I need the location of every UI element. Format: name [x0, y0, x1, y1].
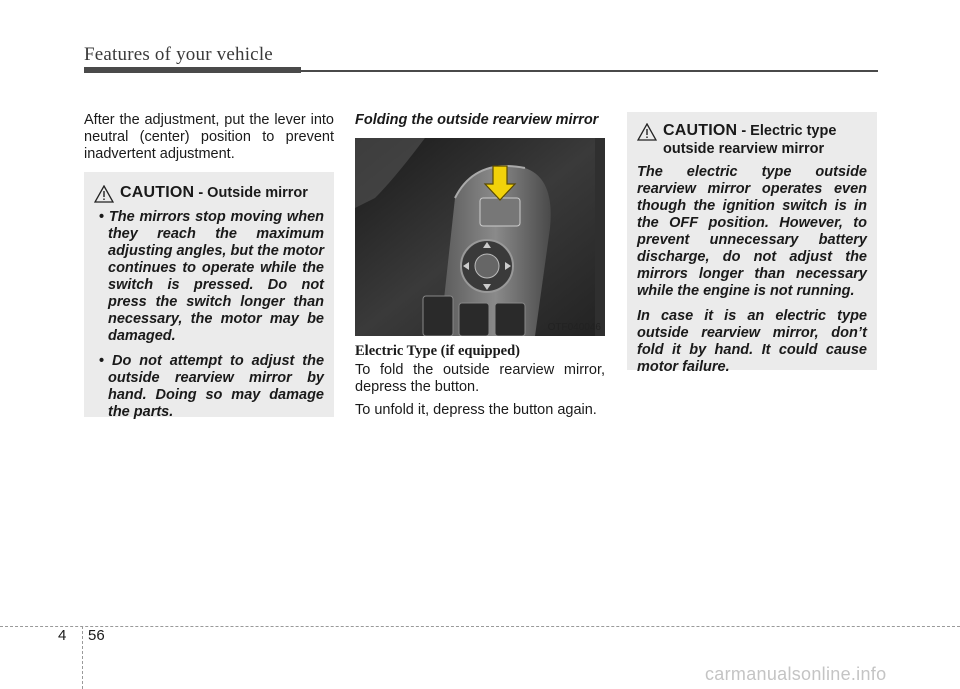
chapter-number: 4 [58, 627, 67, 644]
caution-subtitle: - Outside mirror [194, 185, 308, 201]
caution-item: • The mirrors stop moving when they reach the maximum adjusting angles, but the motor continues to operate while the switch is pressed. Do not press the switch longer than necessary, the motor may be damaged. [94, 209, 324, 345]
warning-triangle-icon [637, 123, 657, 141]
fold-paragraph: To fold the outside rearview mirror, depress the button. [355, 362, 605, 395]
caution-box-outside-mirror [84, 172, 334, 420]
caution-subtitle-line2: outside rearview mirror [663, 141, 825, 157]
caution-word: CAUTION [120, 184, 195, 201]
caution-list [94, 209, 324, 421]
warning-triangle-icon [94, 185, 114, 203]
column-left [84, 112, 334, 169]
footer-rule [0, 626, 960, 627]
caution-item: • Do not attempt to adjust the outside rearview mirror by hand. Doing so may damage the parts. [94, 353, 324, 421]
header-rule-thick [84, 67, 301, 73]
caution-header [94, 184, 324, 203]
unfold-paragraph: To unfold it, depress the button again. [355, 402, 597, 418]
door-panel-illustration [355, 138, 605, 336]
caution-box-electric-mirror [627, 112, 877, 375]
intro-paragraph: After the adjustment, put the lever into neutral (center) position to prevent inadvertent adjustment. [84, 112, 334, 162]
footer-divider [82, 626, 83, 689]
column-middle [355, 112, 605, 139]
caution-paragraph: The electric type outside rearview mirror operates even though the ignition switch is in the OFF position. However, to prevent unnecessary battery discharge, do not adjust the mirrors longer than necessary while the engine is not running. [637, 164, 867, 299]
subheading-electric-type: Electric Type (if equipped) [355, 343, 520, 359]
header-rule-thin [301, 70, 878, 72]
caution-subtitle: - Electric type [737, 123, 837, 139]
page-number: 56 [88, 627, 105, 644]
fold-instructions [355, 362, 605, 425]
header-title: Features of your vehicle [84, 44, 273, 65]
caution-word: CAUTION [663, 122, 738, 139]
photo-caption-code: OTF040046 [547, 322, 601, 333]
caution-paragraph: In case it is an electric type outside rearview mirror, don’t fold it by hand. It could cause motor failure. [637, 308, 867, 375]
mirror-switch-photo [355, 138, 605, 336]
watermark: carmanualsonline.info [705, 664, 887, 684]
section-title: Folding the outside rearview mirror [355, 112, 599, 128]
caution-header [637, 122, 867, 158]
